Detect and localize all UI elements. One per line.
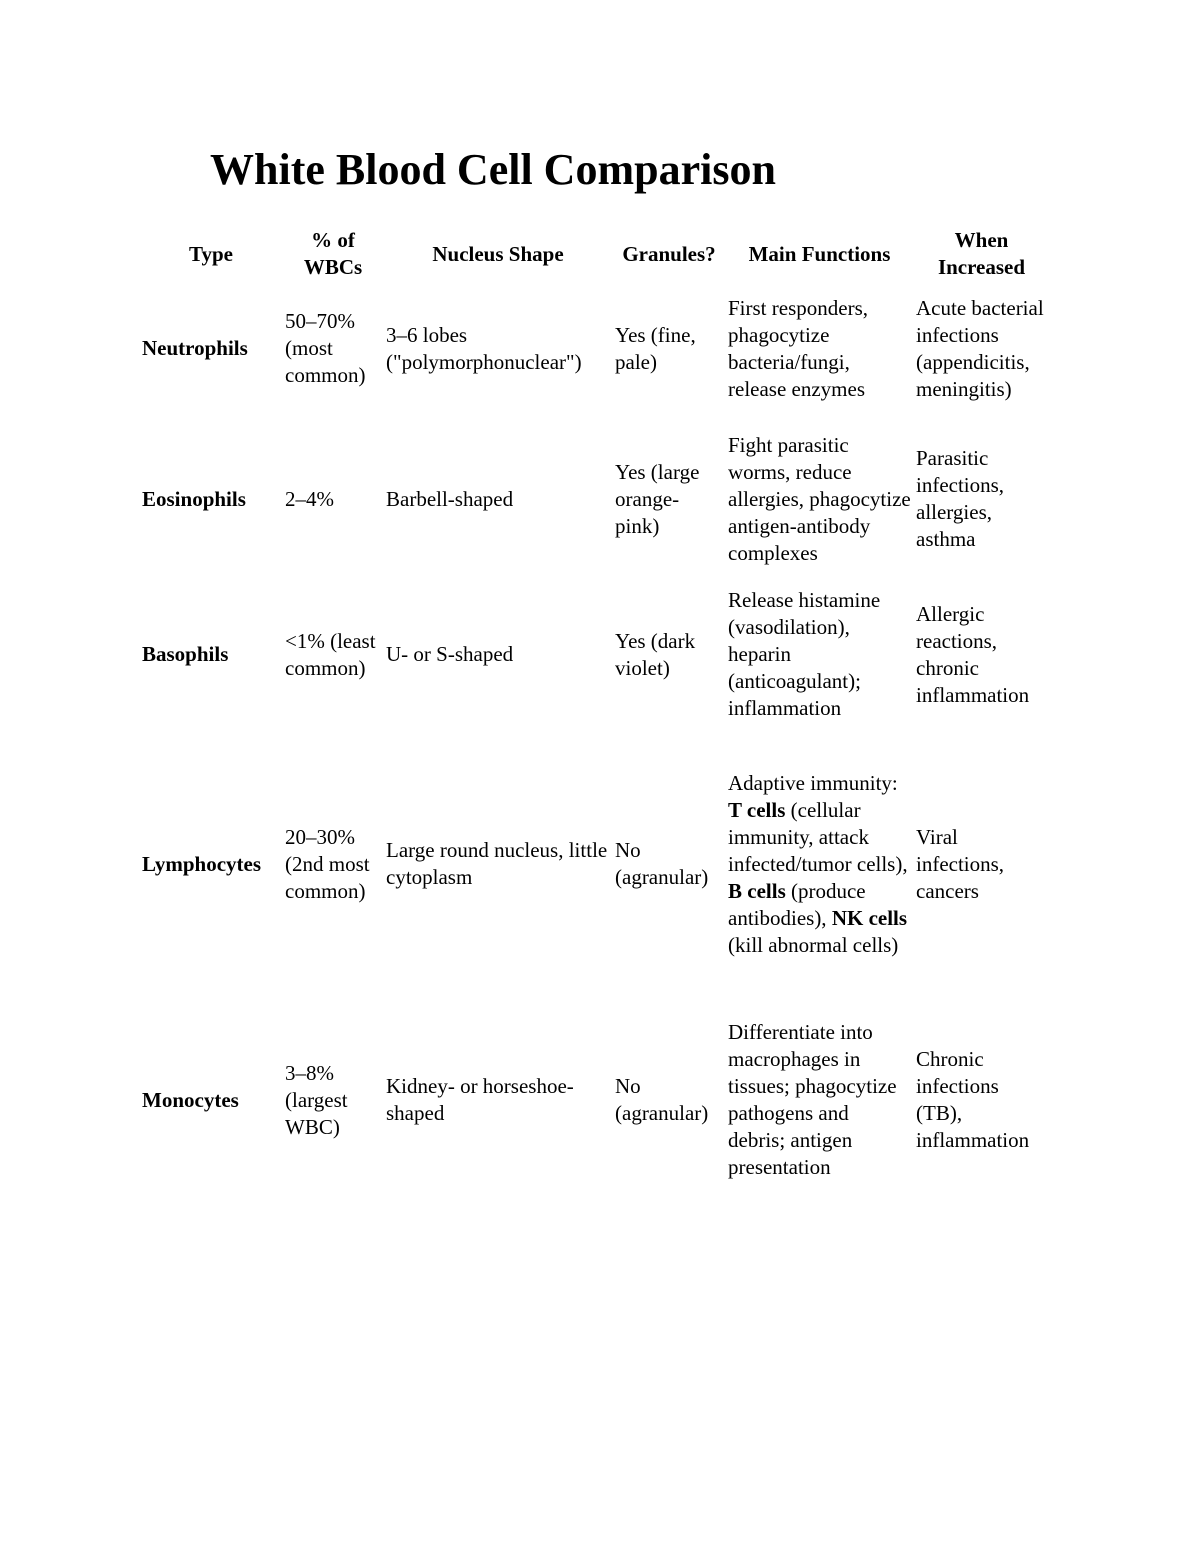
cell-functions: First responders, phagocytize bacteria/fungi, release enzymes xyxy=(728,295,868,401)
header-granules: Granules? xyxy=(622,241,716,266)
cell-when-increased: Viral infections, cancers xyxy=(916,824,1005,903)
header-percent: % of WBCs xyxy=(303,228,363,279)
header-functions: Main Functions xyxy=(748,241,891,266)
header-type: Type xyxy=(189,241,233,266)
cell-percent: 20–30% (2nd most common) xyxy=(285,824,370,903)
cell-percent: 3–8% (largest WBC) xyxy=(285,1060,348,1139)
t-cells-desc: (cellular immunity, attack infected/tumor cells), xyxy=(728,797,908,876)
cell-type: Monocytes xyxy=(142,1087,239,1112)
t-cells-label: T cells xyxy=(728,797,786,822)
header-nucleus: Nucleus Shape xyxy=(432,241,564,266)
cell-when-increased: Acute bacterial infections (appendicitis, meningitis) xyxy=(916,295,1044,401)
b-cells-label: B cells xyxy=(728,878,786,903)
cell-when-increased: Allergic reactions, chronic inflammation xyxy=(916,601,1030,707)
cell-granules: Yes (fine, pale) xyxy=(615,322,696,374)
cell-nucleus: Kidney- or horseshoe-shaped xyxy=(386,1074,574,1125)
table-row xyxy=(139,415,1049,583)
cell-when-increased: Parasitic infections, allergies, asthma xyxy=(916,446,1005,551)
page-title: White Blood Cell Comparison xyxy=(210,145,776,194)
table-header-row xyxy=(139,226,1049,282)
wbc-comparison-table xyxy=(139,226,1049,1198)
cell-nucleus: Large round nucleus, little cytoplasm xyxy=(386,838,608,889)
cell-granules: Yes (dark violet) xyxy=(615,628,696,680)
header-when-increased: When Increased xyxy=(937,228,1026,279)
cell-nucleus: Barbell-shaped xyxy=(386,486,514,511)
table-row xyxy=(139,282,1049,415)
table-row xyxy=(139,583,1049,726)
cell-functions: Fight parasitic worms, reduce allergies, phagocytize antigen-antibody complexes xyxy=(728,432,911,565)
cell-granules: Yes (large orange-pink) xyxy=(615,459,700,538)
cell-type: Eosinophils xyxy=(142,486,246,511)
cell-type: Lymphocytes xyxy=(142,851,262,876)
cell-nucleus: 3–6 lobes ("polymorphonuclear") xyxy=(386,322,582,374)
cell-functions: Differentiate into macrophages in tissues; phagocytize pathogens and debris; antigen presentation xyxy=(728,1020,897,1179)
cell-functions xyxy=(725,726,913,1002)
table-row xyxy=(139,726,1049,1002)
cell-functions: Release histamine (vasodilation), heparin (anticoagulant); inflammation xyxy=(728,588,881,720)
nk-cells-desc: (kill abnormal cells) xyxy=(728,932,899,957)
cell-granules: No (agranular) xyxy=(615,838,709,889)
nk-cells-label: NK cells xyxy=(831,905,908,930)
cell-nucleus: U- or S-shaped xyxy=(386,642,514,666)
b-cells-desc: (produce antibodies), xyxy=(728,878,866,930)
functions-intro: Adaptive immunity: xyxy=(728,770,898,795)
cell-type: Basophils xyxy=(142,642,229,666)
cell-granules: No (agranular) xyxy=(615,1074,709,1125)
cell-percent: 50–70% (most common) xyxy=(285,309,366,387)
cell-type: Neutrophils xyxy=(142,336,248,360)
cell-when-increased: Chronic infections (TB), inflammation xyxy=(916,1047,1030,1152)
cell-percent: 2–4% xyxy=(285,486,334,511)
table-row xyxy=(139,1002,1049,1198)
cell-percent: <1% (least common) xyxy=(285,628,376,680)
